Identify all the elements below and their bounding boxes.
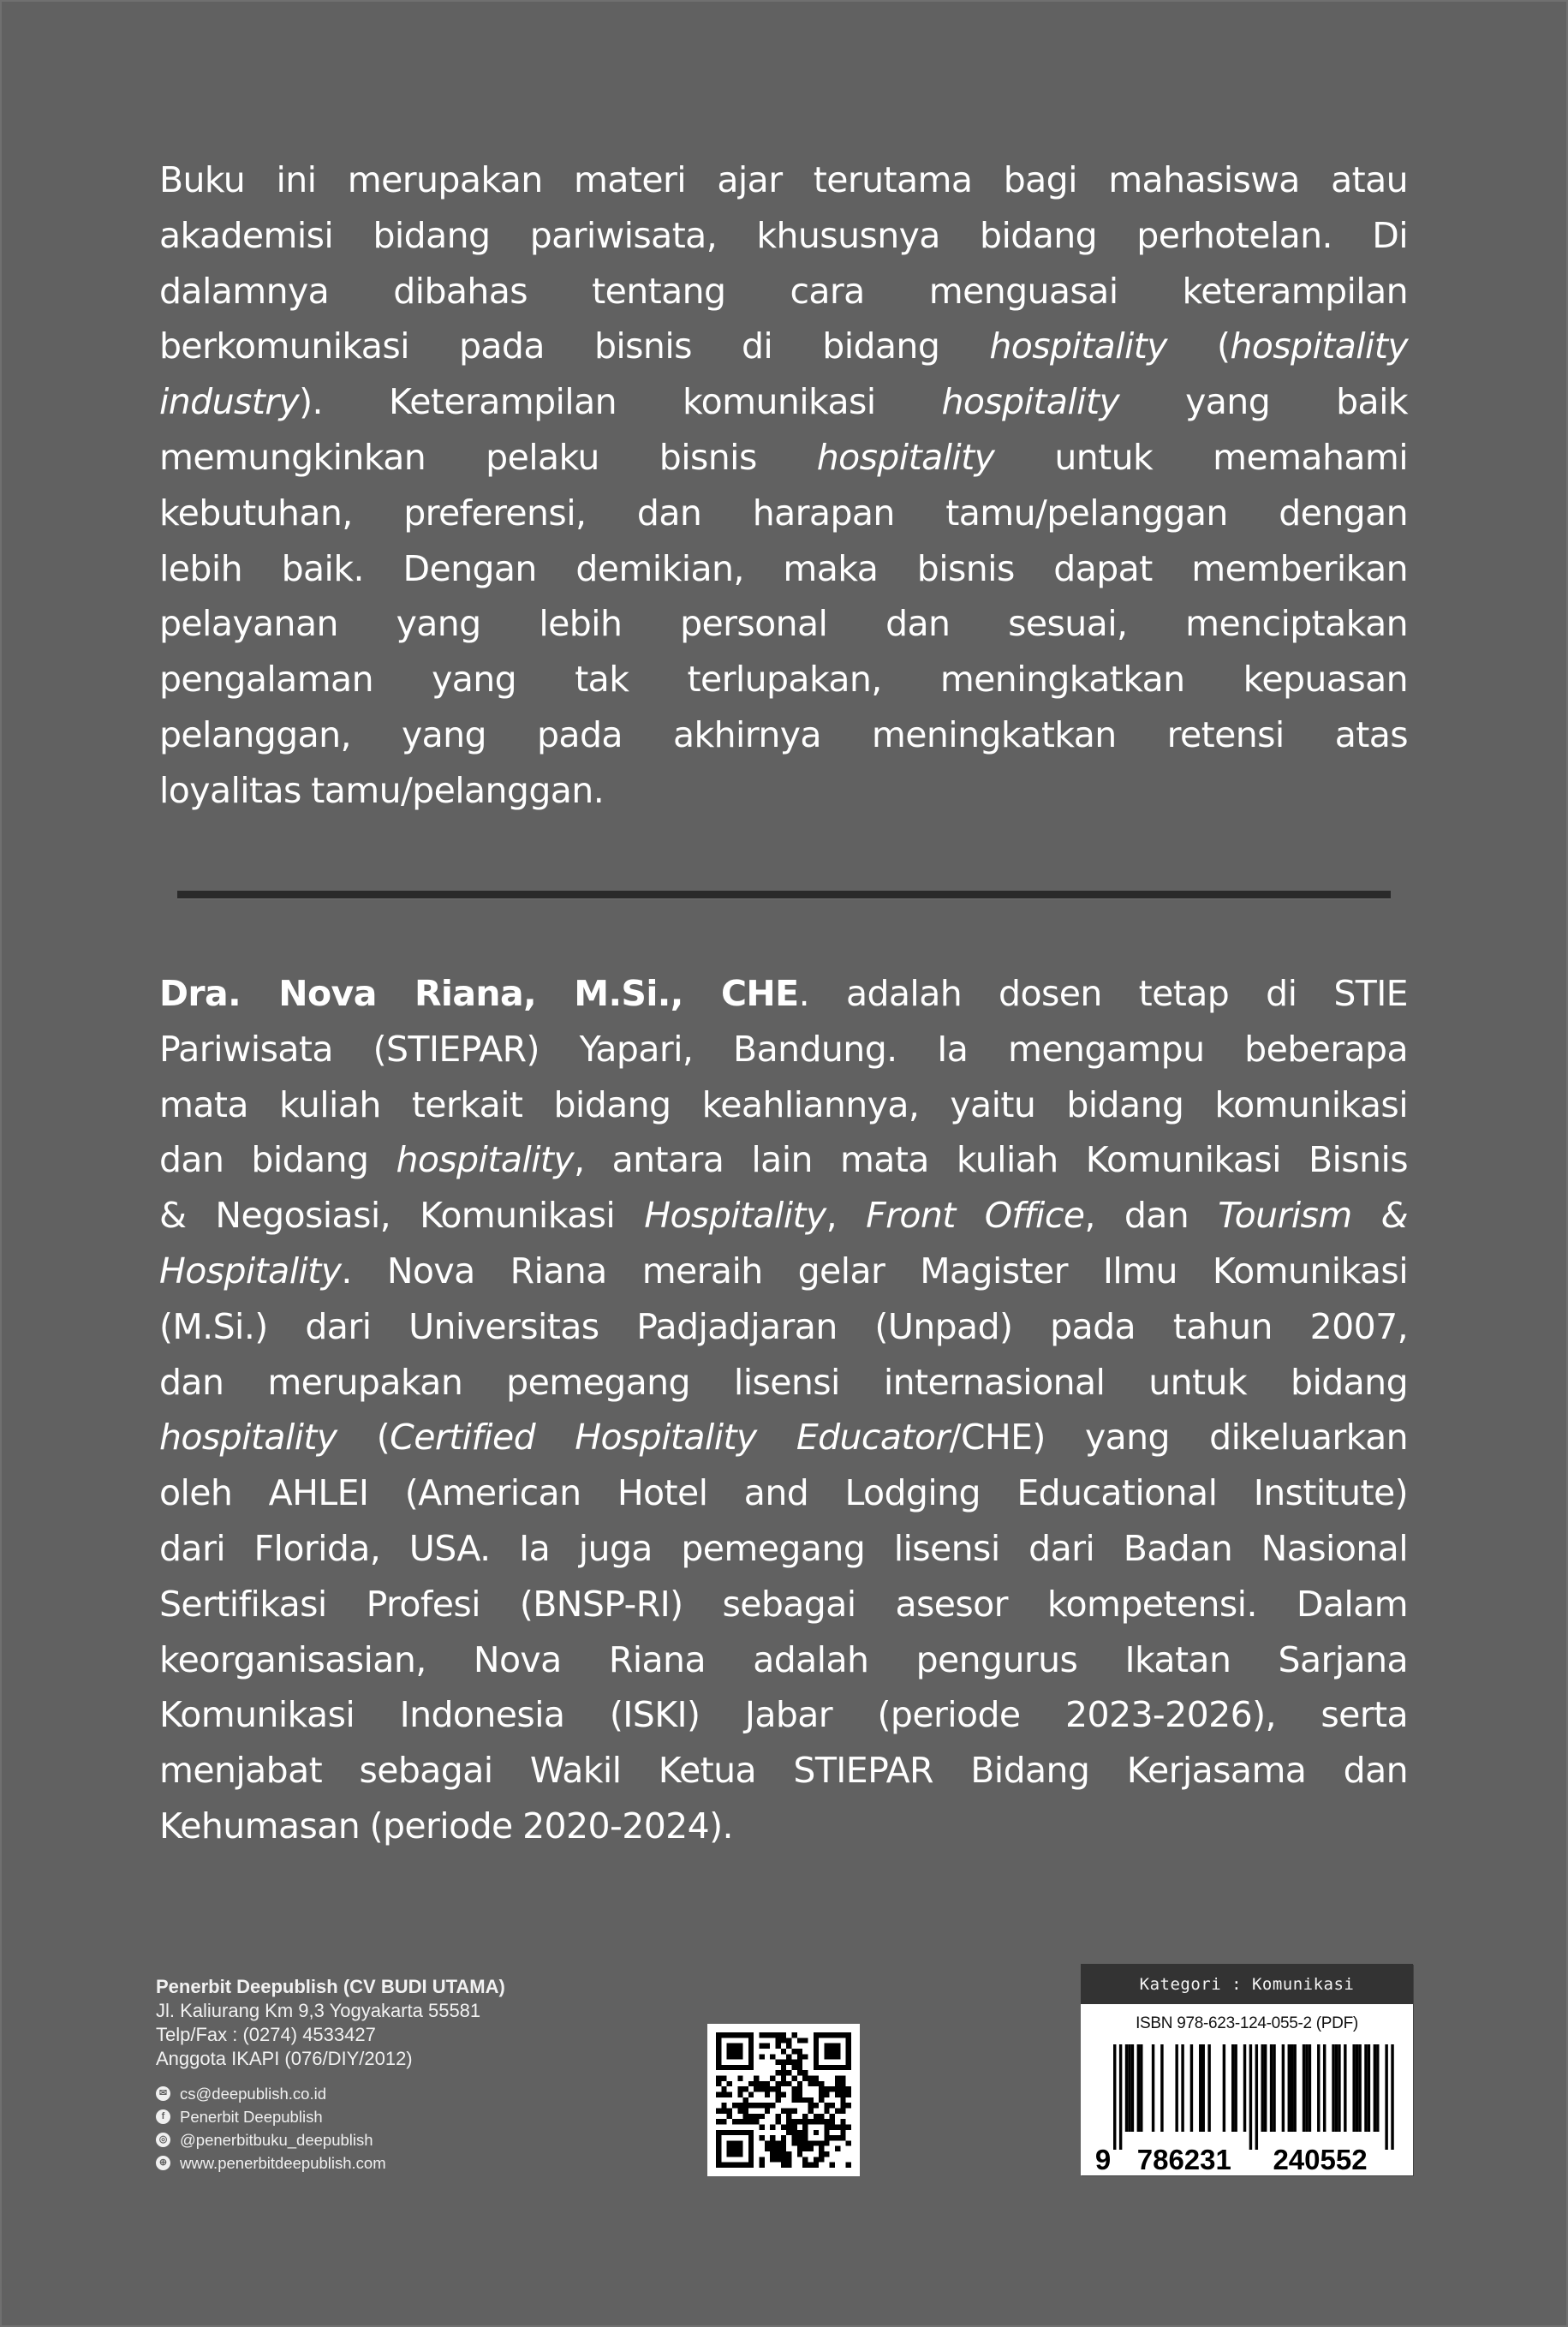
text-run: (: [337, 1417, 391, 1459]
description-line: [159, 707, 1408, 763]
bio-line: [159, 1743, 1408, 1799]
publisher-contacts: [156, 2082, 386, 2175]
section-divider: [177, 891, 1391, 899]
publisher-ikapi: Anggota IKAPI (076/DIY/2012): [156, 2048, 413, 2069]
text-run: untuk memahami: [994, 436, 1408, 478]
text-run: memungkinkan pelaku bisnis: [159, 436, 817, 478]
description-line: [159, 596, 1408, 652]
bio-line: [159, 1410, 1408, 1465]
instagram-icon: ◎: [156, 2133, 170, 2147]
emphasis-text: hospitality: [1230, 325, 1408, 367]
publisher-address: Jl. Kaliurang Km 9,3 Yogyakarta 55581: [156, 2000, 481, 2021]
bio-line: [159, 1244, 1408, 1299]
text-run: lebih baik. Dengan demikian, maka bisnis dapat memberikan: [159, 547, 1408, 589]
description-line: [159, 264, 1408, 319]
text-run: keorganisasian, Nova Riana adalah pengurus Ikatan Sarjana: [159, 1638, 1408, 1680]
description-line: [159, 374, 1408, 430]
emphasis-text: hospitality: [159, 1417, 337, 1459]
text-run: menjabat sebagai Wakil Ketua STIEPAR Bidang Kerjasama dan: [159, 1750, 1408, 1792]
bio-line: [159, 1799, 1408, 1854]
author-bio: [159, 966, 1408, 1854]
publisher-name: Penerbit Deepublish (CV BUDI UTAMA): [156, 1976, 505, 1997]
text-run: berkomunikasi pada bisnis di bidang: [159, 325, 990, 367]
emphasis-text: hospitality: [816, 436, 995, 478]
text-run: akademisi bidang pariwisata, khususnya bidang perhotelan. Di: [159, 214, 1408, 256]
text-run: , antara lain mata kuliah Komunikasi Bisnis: [574, 1139, 1408, 1181]
emphasis-text: hospitality: [396, 1139, 575, 1181]
bio-line: [159, 1132, 1408, 1188]
description-line: [159, 486, 1408, 541]
text-run: (: [1166, 325, 1231, 367]
text-run: pelayanan yang lebih personal dan sesuai, menciptakan: [159, 603, 1408, 645]
contact-email-text: cs@deepublish.co.id: [180, 2085, 326, 2103]
text-run: Sertifikasi Profesi (BNSP-RI) sebagai asesor kompetensi. Dalam: [159, 1583, 1408, 1625]
description-line: [159, 541, 1408, 597]
text-run: Kehumasan (periode 2020-2024).: [159, 1805, 733, 1847]
text-run: (M.Si.) dari Universitas Padjadjaran (Unpad) pada tahun 2007,: [159, 1305, 1408, 1347]
description-line: [159, 319, 1408, 374]
isbn-barcode-box: [1081, 1964, 1413, 2175]
emphasis-text: hospitality: [989, 325, 1167, 367]
bio-line: [159, 1077, 1408, 1133]
description-line: [159, 430, 1408, 486]
description-line: [159, 208, 1408, 264]
text-run: dalamnya dibahas tentang cara menguasai keterampilan: [159, 270, 1408, 312]
text-run: dan bidang: [159, 1139, 396, 1181]
emphasis-text: industry: [159, 381, 300, 423]
contact-website[interactable]: [156, 2151, 386, 2175]
barcode: [1081, 1964, 1413, 2175]
contact-website-text: www.penerbitdeepublish.com: [180, 2154, 386, 2172]
bio-line: [159, 1687, 1408, 1743]
contact-facebook-text: Penerbit Deepublish: [180, 2108, 323, 2126]
bio-line: [159, 1577, 1408, 1632]
isbn-number: ISBN 978-623-124-055-2 (PDF): [1136, 2014, 1358, 2032]
qr-code[interactable]: [707, 2024, 860, 2176]
bio-line: [159, 1188, 1408, 1244]
text-run: pengalaman yang tak terlupakan, meningkatkan kepuasan: [159, 659, 1408, 701]
contact-email[interactable]: [156, 2082, 386, 2105]
bio-line: [159, 966, 1408, 1022]
text-run: dan merupakan pemegang lisensi internasional untuk bidang: [159, 1361, 1408, 1403]
emphasis-text: Front Office: [866, 1195, 1085, 1237]
emphasis-text: Hospitality: [644, 1195, 826, 1237]
text-run: kebutuhan, preferensi, dan harapan tamu/pelanggan dengan: [159, 492, 1408, 534]
bio-line: [159, 1022, 1408, 1077]
bio-line: [159, 1465, 1408, 1521]
text-run: yang baik: [1119, 381, 1408, 423]
text-run: ). Keterampilan komunikasi: [299, 381, 942, 423]
emphasis-text: Tourism &: [1218, 1195, 1409, 1237]
text-run: & Negosiasi, Komunikasi: [159, 1195, 645, 1237]
contact-instagram-text: @penerbitbuku_deepublish: [180, 2131, 373, 2149]
text-run: Pariwisata (STIEPAR) Yapari, Bandung. Ia mengampu beberapa: [159, 1028, 1408, 1070]
bio-line: [159, 1632, 1408, 1688]
category-label: Kategori : Komunikasi: [1081, 1964, 1413, 2004]
book-description: [159, 152, 1408, 819]
contact-facebook[interactable]: [156, 2105, 386, 2128]
text-run: Buku ini merupakan materi ajar terutama bagi mahasiswa atau: [159, 159, 1408, 200]
text-run: loyalitas tamu/pelanggan.: [159, 769, 605, 811]
globe-icon: ⊕: [156, 2156, 170, 2170]
text-run: . Nova Riana meraih gelar Magister Ilmu Komunikasi: [341, 1250, 1408, 1292]
description-line: [159, 652, 1408, 707]
barcode-digits: 9: [1094, 2144, 1112, 2175]
text-run: ,: [826, 1195, 867, 1237]
bio-line: [159, 1355, 1408, 1411]
email-icon: ✉: [156, 2086, 170, 2101]
description-line: [159, 152, 1408, 208]
publisher-info: [156, 1975, 505, 2071]
text-run: . adalah dosen tetap di STIE: [798, 973, 1408, 1014]
qr-code-pattern: [716, 2032, 851, 2168]
barcode-digits: 240552: [1273, 2144, 1368, 2175]
author-name: Dra. Nova Riana, M.Si., CHE: [159, 973, 799, 1014]
contact-instagram[interactable]: [156, 2128, 386, 2151]
description-line: [159, 763, 1408, 819]
facebook-icon: f: [156, 2109, 170, 2124]
emphasis-text: hospitality: [941, 381, 1120, 423]
text-run: /CHE) yang dikeluarkan: [949, 1417, 1408, 1459]
publisher-phone: Telp/Fax : (0274) 4533427: [156, 2024, 376, 2045]
text-run: , dan: [1084, 1195, 1219, 1237]
emphasis-text: Certified Hospitality Educator: [390, 1417, 950, 1459]
text-run: dari Florida, USA. Ia juga pemegang lisensi dari Badan Nasional: [159, 1527, 1408, 1569]
text-run: mata kuliah terkait bidang keahliannya, yaitu bidang komunikasi: [159, 1083, 1408, 1125]
text-run: oleh AHLEI (American Hotel and Lodging Educational Institute): [159, 1472, 1408, 1514]
text-run: pelanggan, yang pada akhirnya meningkatkan retensi atas: [159, 713, 1408, 755]
text-run: Komunikasi Indonesia (ISKI) Jabar (periode 2023-2026), serta: [159, 1694, 1408, 1736]
bio-line: [159, 1299, 1408, 1355]
bio-line: [159, 1521, 1408, 1577]
barcode-digits: 786231: [1136, 2144, 1231, 2175]
emphasis-text: Hospitality: [159, 1250, 342, 1292]
